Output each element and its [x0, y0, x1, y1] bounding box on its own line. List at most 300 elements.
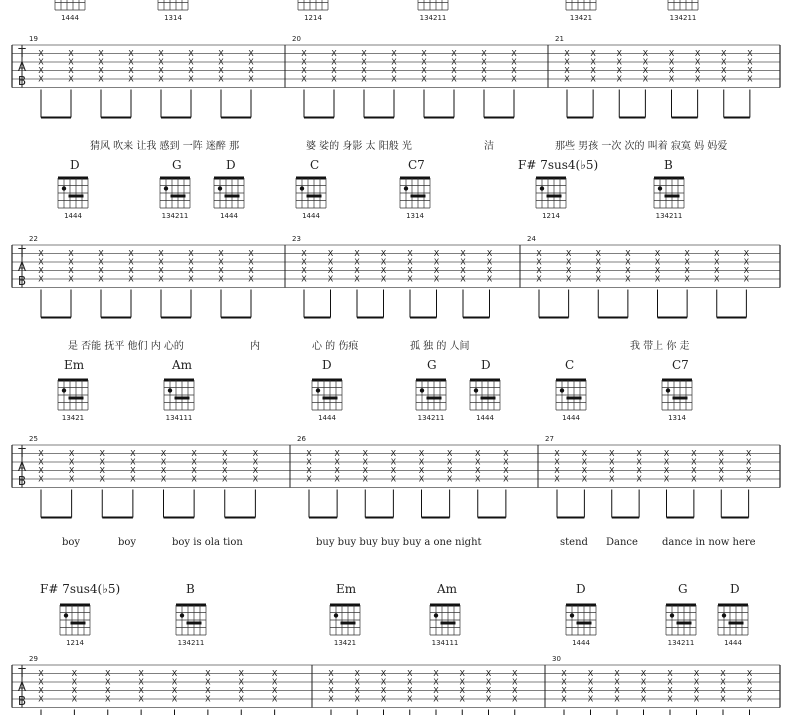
tab-mute-mark: X — [361, 57, 367, 67]
tab-mute-mark: X — [361, 49, 367, 58]
tab-mute-mark: X — [745, 466, 752, 475]
tab-mute-mark: X — [475, 449, 481, 458]
chord-dot — [334, 613, 338, 617]
tab-mute-mark: X — [158, 274, 164, 284]
tab-mute-mark: X — [654, 257, 661, 267]
tab-mute-mark: X — [38, 74, 44, 84]
tab-mute-mark: X — [160, 449, 167, 458]
tab-mute-mark: X — [271, 686, 278, 695]
tab-mute-mark: X — [421, 66, 427, 75]
tab-mute-mark: X — [561, 669, 567, 678]
chord-fingering: 1314 — [668, 414, 686, 422]
lyric-line: 孤 独 的 人间 — [410, 341, 470, 352]
tab-mute-mark: X — [218, 274, 224, 284]
tab-mute-mark: X — [205, 677, 211, 687]
tab-mute-mark: X — [642, 49, 649, 58]
bar-number: 24 — [527, 235, 536, 243]
tab-mute-mark: X — [536, 249, 542, 258]
tab-mute-mark: X — [418, 474, 425, 484]
tab-mute-mark: X — [354, 677, 360, 687]
tab-mute-mark: X — [38, 249, 44, 258]
tab-mute-mark: X — [105, 669, 111, 678]
tab-mute-mark: X — [554, 449, 560, 458]
tab-mute-mark: X — [71, 669, 78, 678]
tab-letter-b: B — [17, 274, 27, 288]
tab-mute-mark: X — [691, 449, 697, 458]
chord-fingering: 134211 — [669, 14, 697, 22]
tab-mute-mark: X — [418, 457, 425, 467]
tab-mute-mark: X — [191, 457, 197, 467]
tab-mute-mark: X — [581, 466, 588, 475]
tab-mute-mark: X — [554, 474, 560, 484]
tab-mute-mark: X — [446, 474, 453, 484]
tab-mute-mark: X — [614, 694, 620, 704]
tab-mute-mark: X — [301, 57, 307, 67]
tab-mute-mark: X — [68, 257, 74, 267]
lyric-line: 那些 男孩 一次 次的 叫着 寂寞 妈 妈爱 — [555, 141, 728, 152]
tab-mute-mark: X — [205, 686, 211, 695]
chord-barre — [547, 195, 562, 198]
tab-mute-mark: X — [407, 669, 413, 678]
tab-mute-mark: X — [380, 266, 387, 275]
chord-dot — [658, 186, 662, 190]
tab-mute-mark: X — [105, 677, 111, 687]
tab-mute-mark: X — [380, 249, 387, 258]
chord-dot — [300, 186, 304, 190]
tab-mute-mark: X — [238, 677, 244, 687]
chord-fingering: 134211 — [177, 639, 205, 647]
tab-mute-mark: X — [38, 474, 44, 484]
tab-mute-mark: X — [486, 274, 493, 284]
tab-mute-mark: X — [503, 466, 509, 475]
tab-mute-mark: X — [328, 669, 334, 678]
tab-mute-mark: X — [160, 474, 167, 484]
chord-fingering: 1314 — [406, 212, 424, 220]
tab-mute-mark: X — [694, 74, 701, 84]
chord-barre — [411, 195, 426, 198]
lyric-line: 内 — [250, 341, 260, 352]
chord-fingering: 1444 — [724, 639, 742, 647]
tab-mute-mark: X — [306, 474, 312, 484]
chord-barre — [171, 195, 186, 198]
tab-mute-mark: X — [38, 449, 44, 458]
chord-barre — [323, 397, 338, 400]
tab-mute-mark: X — [587, 686, 594, 695]
tab-mute-mark: X — [68, 249, 74, 258]
tab-mute-mark: X — [720, 677, 726, 687]
chord-barre — [69, 195, 84, 198]
tab-mute-mark: X — [642, 57, 649, 67]
tab-mute-mark: X — [511, 57, 517, 67]
tab-mute-mark: X — [301, 274, 307, 284]
tab-mute-mark: X — [421, 57, 427, 67]
tab-mute-mark: X — [98, 49, 104, 58]
tab-mute-mark: X — [587, 669, 594, 678]
tab-mute-mark: X — [334, 474, 340, 484]
chord-name: D — [70, 158, 80, 172]
tab-mute-mark: X — [158, 266, 164, 275]
tab-letter-b: B — [17, 74, 27, 88]
chord-dot — [218, 186, 222, 190]
chord-dot — [64, 613, 68, 617]
tab-mute-mark: X — [503, 449, 509, 458]
tab-mute-mark: X — [503, 474, 509, 484]
tab-mute-mark: X — [459, 677, 465, 687]
tab-mute-mark: X — [248, 66, 254, 75]
tab-mute-mark: X — [407, 249, 413, 258]
chord-barre — [665, 195, 680, 198]
tab-mute-mark: X — [99, 474, 105, 484]
tab-mute-mark: X — [171, 694, 178, 704]
tab-mute-mark: X — [561, 686, 567, 695]
tab-mute-mark: X — [747, 49, 753, 58]
bar-number: 27 — [545, 435, 554, 443]
tab-mute-mark: X — [663, 474, 670, 484]
chord-barre — [441, 622, 456, 625]
chord-name: F# 7sus4(♭5) — [518, 158, 599, 172]
tab-mute-mark: X — [485, 686, 492, 695]
tab-mute-mark: X — [158, 57, 164, 67]
tab-mute-mark: X — [68, 57, 74, 67]
tab-mute-mark: X — [745, 449, 752, 458]
tab-mute-mark: X — [481, 57, 487, 67]
lyric-line: 婆 娑的 身影 太 阳般 光 — [306, 141, 412, 152]
lyric-line: boy — [118, 537, 137, 548]
tab-mute-mark: X — [459, 669, 465, 678]
tab-mute-mark: X — [721, 57, 727, 67]
bar-number: 26 — [297, 435, 306, 443]
tab-mute-mark: X — [188, 274, 194, 284]
chord-dot — [180, 613, 184, 617]
tab-mute-mark: X — [511, 74, 517, 84]
tab-mute-mark: X — [68, 457, 75, 467]
tab-mute-mark: X — [301, 249, 307, 258]
tab-mute-mark: X — [354, 266, 360, 275]
tab-mute-mark: X — [362, 457, 368, 467]
tab-mute-mark: X — [667, 686, 673, 695]
chord-fingering: 1214 — [304, 14, 322, 22]
tab-mute-mark: X — [38, 694, 44, 704]
tab-mute-mark: X — [331, 57, 337, 67]
tab-mute-mark: X — [747, 66, 753, 75]
lyric-line: 猜风 吹来 让我 感到 一阵 迷醉 那 — [90, 141, 240, 152]
tab-mute-mark: X — [718, 474, 724, 484]
tab-mute-mark: X — [564, 66, 570, 75]
chord-dot — [168, 388, 172, 392]
tab-mute-mark: X — [301, 49, 307, 58]
chord-name: D — [576, 582, 586, 596]
tab-mute-mark: X — [433, 274, 440, 284]
tab-mute-mark: X — [380, 257, 387, 267]
lyric-line: dance in now here — [662, 537, 756, 548]
chord-dot — [570, 613, 574, 617]
tab-letter-t: T — [18, 446, 26, 460]
tab-mute-mark: X — [654, 274, 661, 284]
tab-mute-mark: X — [460, 266, 466, 275]
tab-mute-mark: X — [407, 257, 413, 267]
chord-fingering: 1444 — [318, 414, 336, 422]
tab-mute-mark: X — [218, 66, 224, 75]
tab-mute-mark: X — [38, 669, 44, 678]
tab-mute-mark: X — [745, 474, 752, 484]
tab-mute-mark: X — [188, 74, 194, 84]
tab-mute-mark: X — [668, 57, 675, 67]
tab-mute-mark: X — [328, 686, 334, 695]
tab-mute-mark: X — [475, 474, 481, 484]
chord-name: G — [678, 582, 688, 596]
tab-mute-mark: X — [171, 669, 178, 678]
tab-mute-mark: X — [188, 49, 194, 58]
tab-mute-mark: X — [746, 686, 753, 695]
bar-number: 19 — [29, 35, 38, 43]
tab-mute-mark: X — [38, 266, 44, 275]
tab-mute-mark: X — [654, 266, 661, 275]
tab-mute-mark: X — [663, 449, 670, 458]
chord-name: Am — [172, 358, 193, 372]
tab-mute-mark: X — [693, 694, 700, 704]
tab-mute-mark: X — [667, 669, 673, 678]
chord-fingering: 1444 — [64, 212, 82, 220]
lyric-line: boy — [62, 537, 81, 548]
tab-mute-mark: X — [511, 66, 517, 75]
chord-barre — [577, 622, 592, 625]
chord-barre — [677, 622, 692, 625]
tab-mute-mark: X — [99, 466, 105, 475]
tab-mute-mark: X — [714, 249, 720, 258]
tab-mute-mark: X — [616, 57, 622, 67]
chord-fingering: 134211 — [419, 14, 447, 22]
tab-mute-mark: X — [668, 49, 675, 58]
tab-mute-mark: X — [663, 466, 670, 475]
tab-mute-mark: X — [616, 74, 622, 84]
tab-mute-mark: X — [668, 74, 675, 84]
tab-mute-mark: X — [328, 694, 334, 704]
tab-mute-mark: X — [248, 274, 254, 284]
tab-mute-mark: X — [138, 694, 144, 704]
tab-mute-mark: X — [38, 257, 44, 267]
tab-mute-mark: X — [248, 257, 254, 267]
chord-dot — [420, 388, 424, 392]
tab-mute-mark: X — [614, 686, 620, 695]
tab-mute-mark: X — [720, 686, 726, 695]
tab-mute-mark: X — [636, 474, 642, 484]
tab-mute-mark: X — [663, 457, 670, 467]
chord-name: C — [565, 358, 575, 372]
tab-mute-mark: X — [536, 274, 542, 284]
chord-barre — [69, 397, 84, 400]
tab-mute-mark: X — [248, 49, 254, 58]
chord-dot — [560, 388, 564, 392]
lyric-line: 心 的 伤痕 — [312, 341, 359, 352]
tab-mute-mark: X — [481, 66, 487, 75]
tab-mute-mark: X — [460, 249, 466, 258]
tab-mute-mark: X — [512, 677, 518, 687]
tab-mute-mark: X — [407, 677, 413, 687]
tab-mute-mark: X — [718, 466, 724, 475]
tab-mute-mark: X — [188, 57, 194, 67]
tab-mute-mark: X — [327, 257, 334, 267]
tab-mute-mark: X — [354, 694, 360, 704]
tab-mute-mark: X — [693, 669, 700, 678]
tab-mute-mark: X — [354, 257, 360, 267]
tab-mute-mark: X — [68, 466, 75, 475]
tab-mute-mark: X — [565, 274, 572, 284]
tab-mute-mark: X — [561, 677, 567, 687]
chord-fingering: 1444 — [562, 414, 580, 422]
tab-mute-mark: X — [205, 669, 211, 678]
tab-mute-mark: X — [654, 249, 661, 258]
tab-mute-mark: X — [446, 457, 453, 467]
bar-number: 25 — [29, 435, 38, 443]
tab-mute-mark: X — [407, 694, 413, 704]
tab-mute-mark: X — [391, 66, 397, 75]
chord-name: Am — [437, 582, 458, 596]
tab-mute-mark: X — [590, 66, 596, 75]
tab-mute-mark: X — [38, 466, 44, 475]
tab-mute-mark: X — [684, 257, 690, 267]
chord-fingering: 1214 — [542, 212, 560, 220]
tab-mute-mark: X — [721, 49, 727, 58]
chord-fingering: 1444 — [476, 414, 494, 422]
tab-mute-mark: X — [68, 66, 74, 75]
chord-barre — [307, 195, 322, 198]
chord-barre — [567, 397, 582, 400]
tab-mute-mark: X — [128, 274, 134, 284]
tab-mute-mark: X — [636, 457, 642, 467]
chord-dot — [666, 388, 670, 392]
lyric-line: Dance — [606, 537, 638, 548]
bar-number: 29 — [29, 655, 38, 663]
tab-mute-mark: X — [451, 57, 457, 67]
tab-mute-mark: X — [327, 266, 334, 275]
tab-mute-mark: X — [218, 57, 224, 67]
tab-mute-mark: X — [99, 457, 105, 467]
tab-mute-mark: X — [238, 669, 244, 678]
chord-name: C7 — [672, 358, 689, 372]
tab-mute-mark: X — [640, 677, 647, 687]
chord-dot — [670, 613, 674, 617]
tab-mute-mark: X — [306, 449, 312, 458]
tab-mute-mark: X — [694, 66, 701, 75]
tab-mute-mark: X — [380, 274, 387, 284]
tab-mute-mark: X — [536, 266, 542, 275]
tab-mute-mark: X — [459, 686, 465, 695]
tab-mute-mark: X — [71, 694, 78, 704]
tab-mute-mark: X — [361, 66, 367, 75]
tab-mute-mark: X — [561, 694, 567, 704]
tab-mute-mark: X — [694, 49, 701, 58]
tab-mute-mark: X — [99, 449, 105, 458]
tab-mute-mark: X — [380, 694, 387, 704]
tab-mute-mark: X — [564, 74, 570, 84]
chord-name: G — [427, 358, 437, 372]
tab-mute-mark: X — [327, 249, 334, 258]
tab-mute-mark: X — [222, 474, 228, 484]
tab-mute-mark: X — [684, 274, 690, 284]
chord-barre — [187, 622, 202, 625]
tab-mute-mark: X — [354, 249, 360, 258]
tab-mute-mark: X — [38, 686, 44, 695]
tab-mute-mark: X — [222, 466, 228, 475]
chord-barre — [225, 195, 240, 198]
tab-mute-mark: X — [485, 677, 492, 687]
tab-mute-mark: X — [481, 74, 487, 84]
tab-mute-mark: X — [451, 66, 457, 75]
tab-mute-mark: X — [554, 466, 560, 475]
tab-mute-mark: X — [718, 457, 724, 467]
tab-mute-mark: X — [616, 66, 622, 75]
tab-mute-mark: X — [38, 457, 44, 467]
tab-mute-mark: X — [158, 66, 164, 75]
tab-mute-mark: X — [354, 686, 360, 695]
bar-number: 30 — [552, 655, 561, 663]
lyric-line: stend — [560, 537, 588, 548]
tab-mute-mark: X — [587, 694, 594, 704]
tab-mute-mark: X — [138, 677, 144, 687]
tab-mute-mark: X — [38, 274, 44, 284]
tab-mute-mark: X — [248, 249, 254, 258]
tab-mute-mark: X — [98, 266, 104, 275]
tab-letter-a: A — [17, 260, 27, 274]
chord-dot — [540, 186, 544, 190]
tab-mute-mark: X — [446, 449, 453, 458]
tab-mute-mark: X — [691, 474, 697, 484]
tab-mute-mark: X — [746, 669, 753, 678]
tab-mute-mark: X — [361, 74, 367, 84]
tab-mute-mark: X — [391, 49, 397, 58]
tab-mute-mark: X — [98, 274, 104, 284]
tab-mute-mark: X — [640, 694, 647, 704]
tab-mute-mark: X — [747, 57, 753, 67]
chord-name: C7 — [408, 158, 425, 172]
tab-mute-mark: X — [130, 449, 136, 458]
tab-mute-mark: X — [418, 466, 425, 475]
tab-mute-mark: X — [433, 266, 440, 275]
tab-mute-mark: X — [218, 249, 224, 258]
chord-name: Em — [64, 358, 85, 372]
tab-mute-mark: X — [68, 74, 74, 84]
tab-mute-mark: X — [609, 457, 615, 467]
tab-mute-mark: X — [98, 57, 104, 67]
tab-mute-mark: X — [590, 74, 596, 84]
tab-mute-mark: X — [451, 49, 457, 58]
tab-mute-mark: X — [512, 669, 518, 678]
tab-mute-mark: X — [609, 466, 615, 475]
tab-mute-mark: X — [743, 257, 750, 267]
tab-mute-mark: X — [512, 686, 518, 695]
tab-mute-mark: X — [694, 57, 701, 67]
chord-name: D — [730, 582, 740, 596]
tab-mute-mark: X — [693, 677, 700, 687]
tab-mute-mark: X — [218, 266, 224, 275]
tab-mute-mark: X — [68, 274, 74, 284]
tab-mute-mark: X — [252, 449, 259, 458]
tab-mute-mark: X — [390, 474, 397, 484]
chord-barre — [481, 397, 496, 400]
tab-mute-mark: X — [486, 266, 493, 275]
tab-mute-mark: X — [191, 466, 197, 475]
tab-mute-mark: X — [362, 449, 368, 458]
tab-mute-mark: X — [554, 457, 560, 467]
tab-mute-mark: X — [171, 686, 178, 695]
bar-number: 20 — [292, 35, 301, 43]
tab-mute-mark: X — [640, 686, 647, 695]
tab-mute-mark: X — [684, 266, 690, 275]
tab-mute-mark: X — [238, 694, 244, 704]
tab-mute-mark: X — [433, 677, 439, 687]
tab-mute-mark: X — [222, 457, 228, 467]
tab-mute-mark: X — [301, 66, 307, 75]
